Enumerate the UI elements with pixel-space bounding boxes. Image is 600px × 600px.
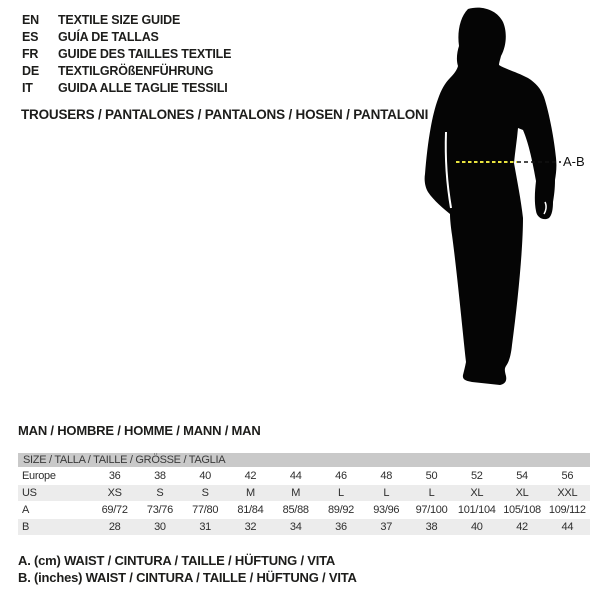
cell: S [183,485,228,502]
language-code: IT [22,81,33,95]
table-row-b-inches [18,519,590,536]
table-row-us [18,485,590,502]
size-table-title: SIZE / TALLA / TAILLE / GRÖSSE / TAGLIA [18,453,590,468]
cell: 42 [228,468,273,485]
cell: 36 [92,468,137,485]
gender-heading: MAN / HOMBRE / HOMME / MANN / MAN [18,423,261,438]
cell: XXL [545,485,590,502]
language-code: EN [22,13,39,27]
size-table [18,453,590,536]
measure-label-ab: A-B [563,154,585,169]
cell: 36 [318,519,363,536]
size-table-header-row [18,453,590,468]
cell: M [228,485,273,502]
table-row-europe [18,468,590,485]
footnote-a: A. (cm) WAIST / CINTURA / TAILLE / HÜFTUNG / VITA [18,553,336,568]
cell: 28 [92,519,137,536]
cell: 40 [183,468,228,485]
cell: 42 [499,519,544,536]
measurement-footnotes [18,552,357,586]
table-row-a-cm [18,502,590,519]
cell: 85/88 [273,502,318,519]
cell: 73/76 [137,502,182,519]
language-code: FR [22,47,39,61]
cell: 37 [364,519,409,536]
cell: 34 [273,519,318,536]
cell: 81/84 [228,502,273,519]
language-label: GUIDA ALLE TAGLIE TESSILI [58,81,228,95]
row-label: Europe [18,468,92,485]
cell: L [409,485,454,502]
cell: 89/92 [318,502,363,519]
cell: 50 [409,468,454,485]
row-label: A [18,502,92,519]
cell: XL [499,485,544,502]
cell: 30 [137,519,182,536]
cell: 46 [318,468,363,485]
cell: S [137,485,182,502]
cell: 31 [183,519,228,536]
cell: 109/112 [545,502,590,519]
cell: 54 [499,468,544,485]
cell: 93/96 [364,502,409,519]
man-silhouette [425,8,557,385]
language-label: TEXTILE SIZE GUIDE [58,13,181,27]
cell: 38 [409,519,454,536]
cell: 69/72 [92,502,137,519]
cell: XL [454,485,499,502]
row-label: US [18,485,92,502]
cell: 101/104 [454,502,499,519]
footnote-b: B. (inches) WAIST / CINTURA / TAILLE / HÜFTUNG / VITA [18,570,357,585]
language-label: GUIDE DES TAILLES TEXTILE [58,47,232,61]
cell: 77/80 [183,502,228,519]
cell: L [318,485,363,502]
cell: 105/108 [499,502,544,519]
cell: 32 [228,519,273,536]
language-label: GUÍA DE TALLAS [58,30,159,44]
language-code: ES [22,30,39,44]
language-label: TEXTILGRÖßENFÜHRUNG [58,64,214,78]
cell: 52 [454,468,499,485]
cell: L [364,485,409,502]
language-code: DE [22,64,39,78]
row-label: B [18,519,92,536]
product-type-heading: TROUSERS / PANTALONES / PANTALONS / HOSEN / PANTALONI [21,107,429,122]
cell: 44 [545,519,590,536]
cell: M [273,485,318,502]
cell: 40 [454,519,499,536]
cell: 44 [273,468,318,485]
cell: 97/100 [409,502,454,519]
cell: 56 [545,468,590,485]
cell: XS [92,485,137,502]
cell: 48 [364,468,409,485]
cell: 38 [137,468,182,485]
